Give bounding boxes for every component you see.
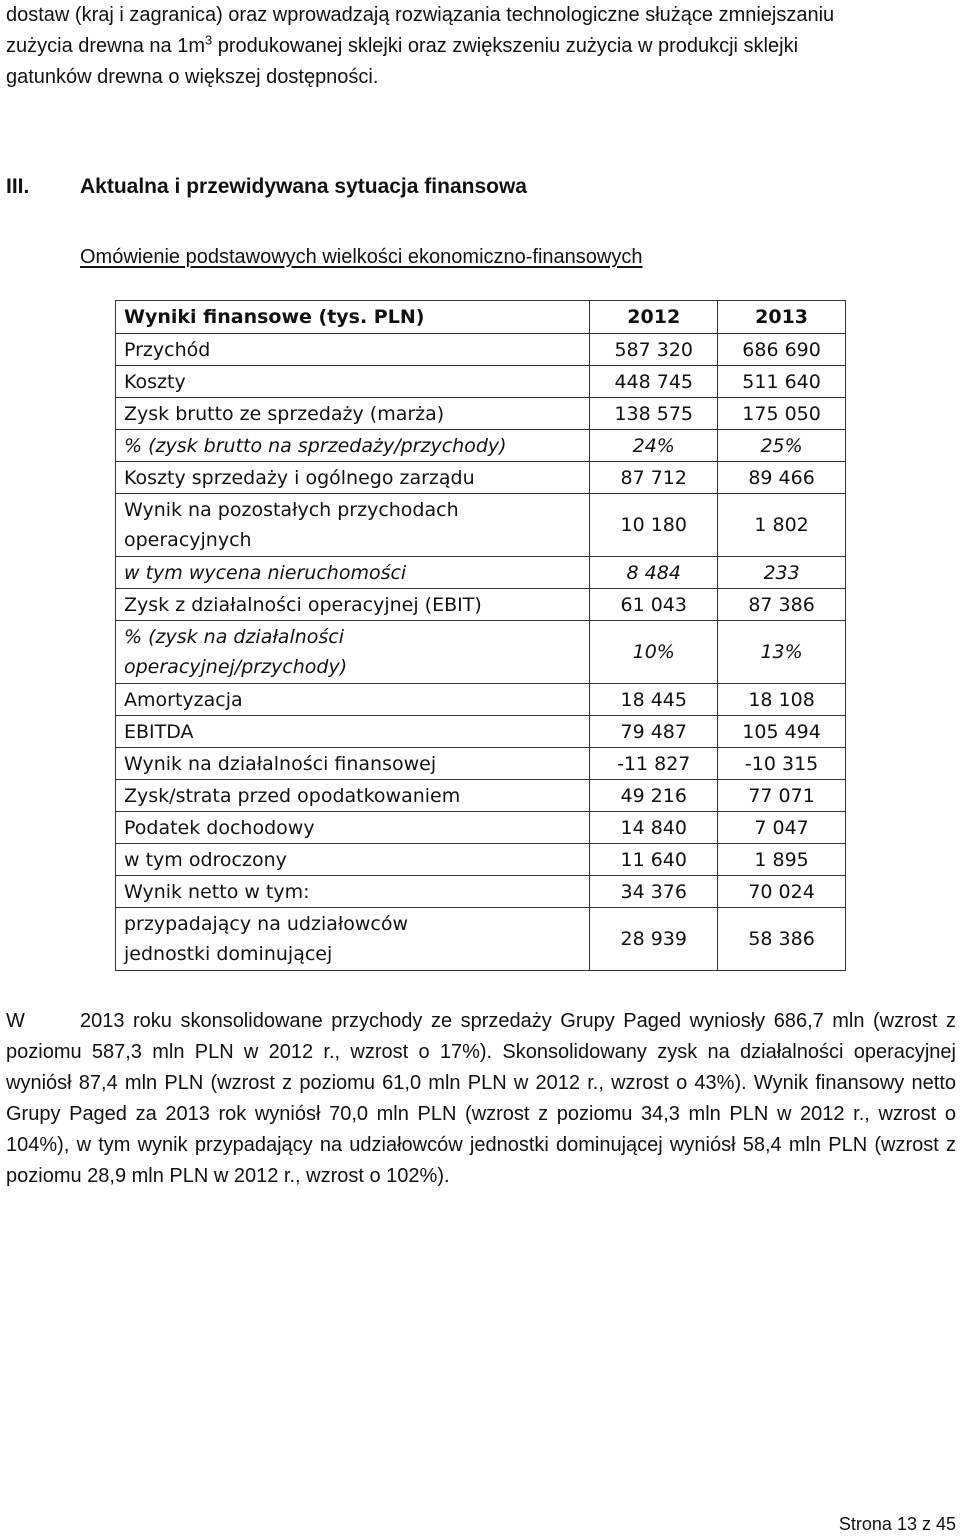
table-header-label: Wyniki finansowe (tys. PLN)	[116, 301, 590, 334]
table-row	[116, 908, 846, 971]
table-header-2012: 2012	[590, 301, 718, 334]
paragraph-lead: W	[6, 1010, 25, 1032]
row-value-2012: 24%	[590, 430, 718, 462]
table-row	[116, 716, 846, 748]
row-value-2012: 49 216	[590, 780, 718, 812]
row-value-2013: 1 895	[718, 844, 846, 876]
row-label-line-2: operacyjnych	[124, 529, 252, 551]
row-label: Zysk z działalności operacyjnej (EBIT)	[116, 589, 590, 621]
row-label: Podatek dochodowy	[116, 812, 590, 844]
intro-line-2-after: produkowanej sklejki oraz zwiększeniu zużycia w produkcji sklejki	[212, 35, 799, 57]
row-value-2012: 28 939	[590, 908, 718, 971]
row-value-2013: 77 071	[718, 780, 846, 812]
row-label: Koszty	[116, 366, 590, 398]
row-value-2013: 89 466	[718, 462, 846, 494]
table-row	[116, 748, 846, 780]
table-row	[116, 812, 846, 844]
row-value-2013: 70 024	[718, 876, 846, 908]
row-label: % (zysk brutto na sprzedaży/przychody)	[116, 430, 590, 462]
row-value-2013: 511 640	[718, 366, 846, 398]
row-label: Wynik netto w tym:	[116, 876, 590, 908]
row-value-2012: -11 827	[590, 748, 718, 780]
row-label-line-1: Wynik na pozostałych przychodach	[124, 499, 459, 521]
table-row	[116, 876, 846, 908]
row-label: Koszty sprzedaży i ogólnego zarządu	[116, 462, 590, 494]
row-value-2013: 686 690	[718, 334, 846, 366]
row-value-2013: 175 050	[718, 398, 846, 430]
row-value-2013: 105 494	[718, 716, 846, 748]
row-label-line-1: przypadający na udziałowców	[124, 913, 409, 935]
paragraph-text: 2013 roku skonsolidowane przychody ze sprzedaży Grupy Paged wyniosły 686,7 mln (wzrost z poziomu 587,3 mln PLN w 2012 r., wzrost o 17%). Skonsolidowany zysk na działalności operacyjnej wyniósł 87,4 mln PLN (wzrost z poziomu 61,0 mln PLN w 2012 r., wzrost o 43%). Wynik finansowy netto Grupy Paged za 2013 rok wyniósł 70,0 mln PLN (wzrost z poziomu 34,3 mln PLN w 2012 r., wzrost o 104%), w tym wynik przypadający na udziałowców jednostki dominującej wyniósł 58,4 mln PLN (wzrost z poziomu 28,9 mln PLN w 2012 r., wzrost o 102%).	[6, 1010, 956, 1187]
row-label	[116, 908, 590, 971]
section-title: Aktualna i przewidywana sytuacja finansowa	[80, 175, 527, 198]
table-row	[116, 589, 846, 621]
row-value-2012: 87 712	[590, 462, 718, 494]
table-row	[116, 684, 846, 716]
intro-line-2-before: zużycia drewna na 1m	[6, 35, 205, 57]
intro-line-2	[6, 31, 956, 62]
row-value-2013: 1 802	[718, 494, 846, 557]
table-header-2013: 2013	[718, 301, 846, 334]
summary-paragraph	[6, 1006, 956, 1192]
row-value-2013: 233	[718, 557, 846, 589]
row-label: w tym wycena nieruchomości	[116, 557, 590, 589]
row-label	[116, 621, 590, 684]
table-row	[116, 462, 846, 494]
row-label: EBITDA	[116, 716, 590, 748]
row-label: Amortyzacja	[116, 684, 590, 716]
row-value-2012: 11 640	[590, 844, 718, 876]
row-label: Zysk/strata przed opodatkowaniem	[116, 780, 590, 812]
superscript-3: 3	[204, 32, 213, 48]
table-row	[116, 780, 846, 812]
financial-results-table	[115, 300, 846, 971]
section-number: III.	[6, 175, 30, 198]
table-row	[116, 334, 846, 366]
intro-text	[6, 0, 956, 93]
row-label	[116, 494, 590, 557]
page-number-footer: Strona 13 z 45	[838, 1514, 956, 1534]
row-value-2012: 14 840	[590, 812, 718, 844]
intro-line-3: gatunków drewna o większej dostępności.	[6, 66, 379, 88]
table-row	[116, 494, 846, 557]
row-value-2012: 34 376	[590, 876, 718, 908]
row-value-2012: 10%	[590, 621, 718, 684]
row-value-2013: 18 108	[718, 684, 846, 716]
row-label-line-2: jednostki dominującej	[124, 943, 333, 965]
row-value-2012: 8 484	[590, 557, 718, 589]
row-value-2012: 18 445	[590, 684, 718, 716]
row-value-2013: 25%	[718, 430, 846, 462]
row-value-2012: 138 575	[590, 398, 718, 430]
table-header-row	[116, 301, 846, 334]
row-label: Zysk brutto ze sprzedaży (marża)	[116, 398, 590, 430]
row-label-line-2: operacyjnej/przychody)	[124, 656, 348, 678]
row-value-2012: 448 745	[590, 366, 718, 398]
intro-line-1: dostaw (kraj i zagranica) oraz wprowadzają rozwiązania technologiczne służące zmniejszaniu	[6, 4, 835, 26]
row-label: Przychód	[116, 334, 590, 366]
table-row	[116, 844, 846, 876]
table-row	[116, 430, 846, 462]
table-row	[116, 366, 846, 398]
row-value-2013: 13%	[718, 621, 846, 684]
row-value-2013: 7 047	[718, 812, 846, 844]
row-label: w tym odroczony	[116, 844, 590, 876]
row-label: Wynik na działalności finansowej	[116, 748, 590, 780]
row-value-2013: 58 386	[718, 908, 846, 971]
row-value-2012: 61 043	[590, 589, 718, 621]
table-row	[116, 557, 846, 589]
subheading: Omówienie podstawowych wielkości ekonomiczno-finansowych	[80, 246, 643, 268]
row-value-2012: 10 180	[590, 494, 718, 557]
row-label-line-1: % (zysk na działalności	[124, 626, 345, 648]
row-value-2012: 587 320	[590, 334, 718, 366]
table-row	[116, 398, 846, 430]
row-value-2013: -10 315	[718, 748, 846, 780]
row-value-2012: 79 487	[590, 716, 718, 748]
table-row	[116, 621, 846, 684]
row-value-2013: 87 386	[718, 589, 846, 621]
